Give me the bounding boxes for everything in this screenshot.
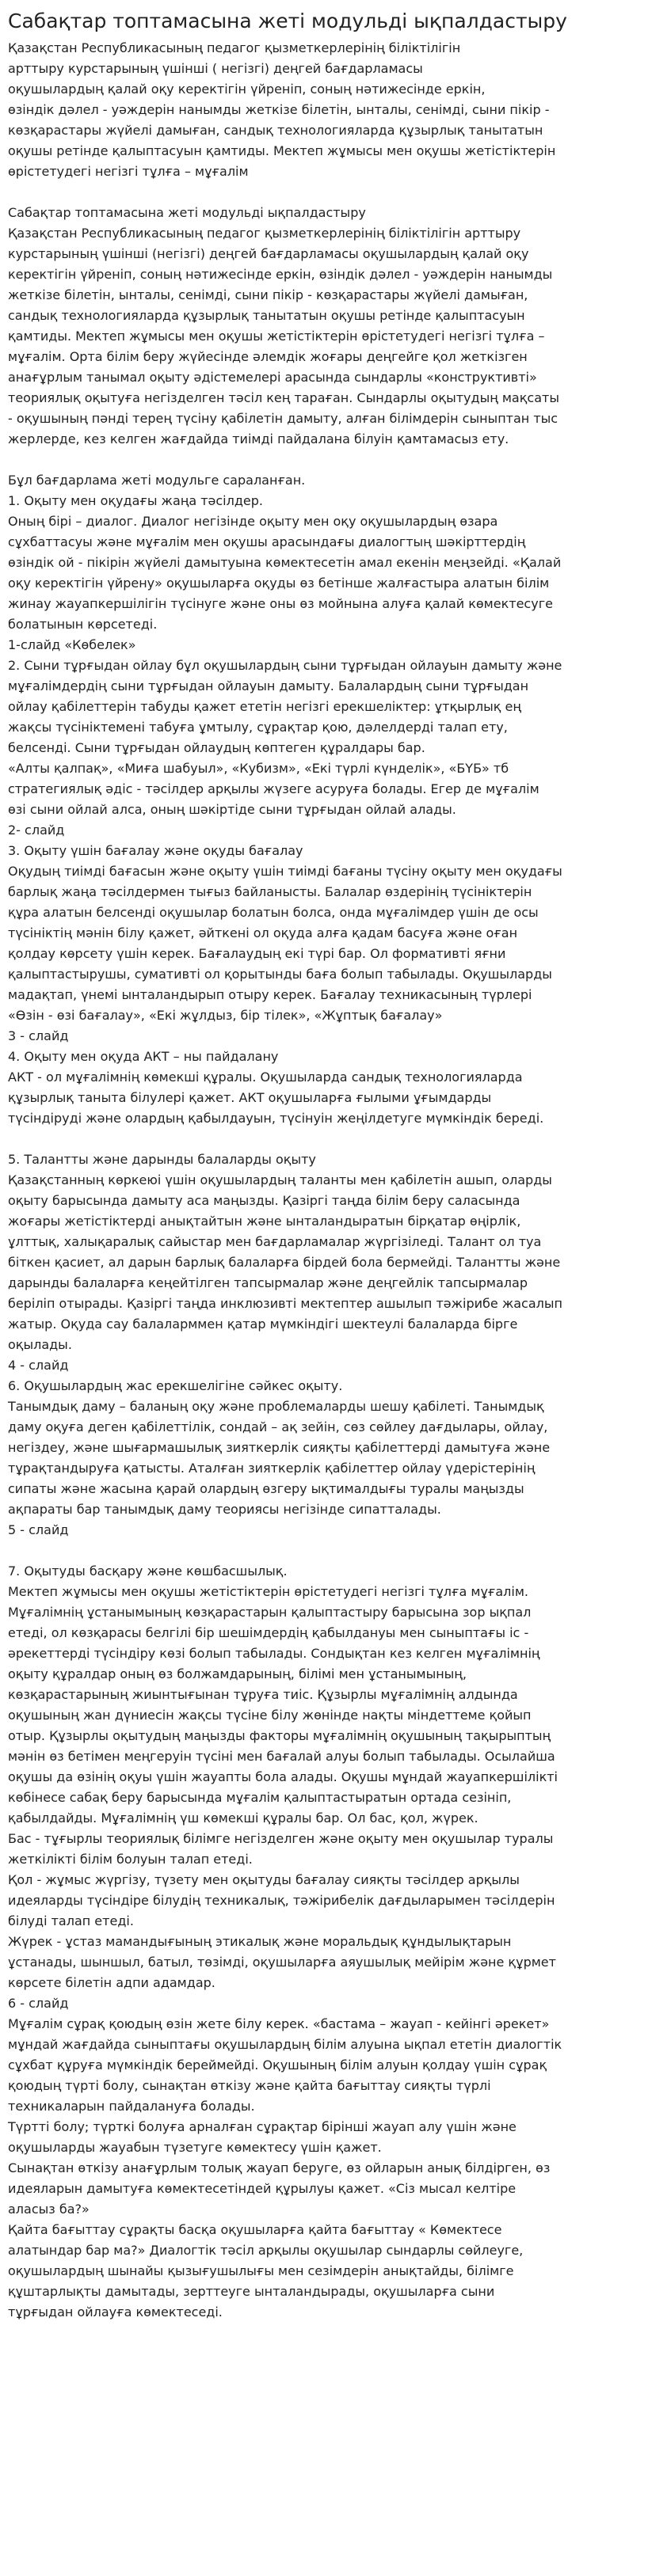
text-line: анағұрлым танымал оқыту әдістемелері арасында сындарлы «конструктивті» [8, 370, 537, 385]
text-line: «Өзін - өзі бағалау», «Екі жұлдыз, бір тілек», «Жұптық бағалау» [8, 1008, 443, 1023]
text-line: техникаларын пайдалануға болады. [8, 2099, 255, 2114]
text-line: белсенді. Сыни тұрғыдан ойлаудың көптеген құралдары бар. [8, 740, 425, 755]
text-line: ұлттық, халықаралық сайыстар мен бағдарламалар жүргізіледі. Талант ол туа [8, 1234, 542, 1249]
text-line: жерлерде, кез келген жағдайда тиімді пайдалана білуін қамтамасыз ету. [8, 431, 509, 446]
text-line: оқылады. [8, 1337, 72, 1352]
text-line: - оқушының пәнді терең түсіну қабілетін дамыту, алған білімдерін сыныптан тыс [8, 411, 559, 426]
text-line: қалыптастырушы, сумативті ол қорытынды баға болып табылады. Оқушыларды [8, 967, 552, 982]
text-line: оқушыларды жауабын түзетуге көмектесу үшін қажет. [8, 2140, 382, 2155]
text-line: 6. Оқушылардың жас ерекшелігіне сәйкес оқыту. [8, 1378, 343, 1393]
text-line: 2. Сыни тұрғыдан ойлау бұл оқушылардың сыни тұрғыдан ойлауын дамыту және [8, 658, 562, 673]
text-line: даму оқуға деген қабілеттілік, сондай – ақ зейін, сөз сөйлеу дағдылары, ойлау, [8, 1419, 548, 1434]
text-line: өзіндік ой - пікірін жүйелі дамытуына көмектесетін амал екенін меңзейді. «Қалай [8, 555, 562, 570]
text-line: дарынды балаларға кеңейтілген тапсырмалар және деңгейлік тапсырмалар [8, 1275, 528, 1290]
text-line: АКТ - ол мұғалімнің көмекші құралы. Оқушыларда сандық технологияларда [8, 1070, 523, 1085]
text-line: сипаты және жасына қарай олардың өзгеру ықтималдығы туралы маңызды [8, 1481, 524, 1496]
text-line: қолдау көрсету үшін керек. Бағалаудың екі түрі бар. Ол формативті яғни [8, 946, 506, 961]
text-line: 4. Оқыту мен оқуда АКТ – ны пайдалану [8, 1049, 279, 1064]
text-line: 1-слайд «Көбелек» [8, 637, 136, 652]
text-line: оқушы ретінде қалыптасуын қамтиды. Мектеп жұмысы мен оқушы жетістіктерін [8, 143, 556, 158]
text-line: 5. Талантты және дарынды балаларды оқыту [8, 1152, 316, 1167]
text-line: түсініктің мәнін білу қажет, әйткені ол оқуда алға қадам басуға және оған [8, 925, 518, 940]
text-line: сандық технологияларда құзырлық танытатын оқушы ретінде қалыптасуын [8, 308, 525, 323]
text-line: жеткілікті білім болуын талап етеді. [8, 1852, 253, 1867]
text-line: көзқарастарының жиынтығынан тұруға тиіс. Құзырлы мұғалімнің алдында [8, 1687, 518, 1702]
text-line: жақсы түсініктемені табуға ұмтылу, сұрақтар қою, дәлелдерді талап ету, [8, 720, 508, 735]
text-line: Қазақстан Республикасының педагог қызметкерлерінің біліктілігін арттыру [8, 226, 521, 241]
text-line: өзі сыни ойлай алса, оның шәкіртіде сыни тұрғыдан ойлай алады. [8, 802, 456, 817]
text-line: керектігін үйреніп, соның нәтижесінде еркін, өзіндік дәлел - уәждерін нанымды [8, 267, 553, 282]
text-line: 1. Оқыту мен оқудағы жаңа тәсілдер. [8, 493, 263, 508]
text-line: Оның бірі – диалог. Диалог негізінде оқыту мен оқу оқушылардың өзара [8, 514, 498, 529]
text-line: идеяларды түсіндіре білудің техникалық, тәжірибелік дағдыларымен тәсілдерін [8, 1893, 555, 1908]
text-line: 3 - слайд [8, 1028, 69, 1043]
text-line: тұрақтандыруға қатысты. Аталған зияткерлік қабілеттер ойлау үдерістерінің [8, 1461, 536, 1476]
text-line: отыр. Құзырлы оқытудың маңызды факторы мұғалімнің оқушының тақырыптың [8, 1728, 551, 1743]
text-line: оқу керектігін үйрену» оқушыларға оқуды өз бетінше жалғастыра алатын білім [8, 576, 550, 591]
text-line: 5 - слайд [8, 1522, 69, 1537]
text-line [8, 182, 663, 203]
text-line: біткен қасиет, ал дарын барлық балаларға бірдей бола бермейді. Талантты және [8, 1255, 561, 1270]
text-line: Бұл бағдарлама жеті модульге сараланған. [8, 473, 306, 488]
text-line: Мұғалімнің ұстанымының көзқарастарын қалыптастыру барысына зор ықпал [8, 1605, 532, 1620]
text-line: құштарлықты дамытады, зерттеуге ынталандырады, оқушыларға сыни [8, 2284, 495, 2299]
text-line: оқушы да өзінің оқуы үшін жауапты бола алады. Оқушы мұндай жауапкершілікті [8, 1769, 558, 1784]
text-line: ұстанады, шыншыл, батыл, төзімді, оқушыларға аяушылық мейірім және құрмет [8, 1955, 556, 1970]
text-line: мадақтап, үнемі ынталандырып отыру керек. Бағалау техникасының түрлері [8, 987, 532, 1002]
text-line: Сабақтар топтамасына жеті модульді ықпалдастыру [8, 205, 366, 220]
text-line: оқушының жан дүниесін жақсы түсіне білу жөнінде нақты міндеттеме қойып [8, 1708, 532, 1723]
text-line: «Алты қалпақ», «Миға шабуыл», «Кубизм», «Екі түрлі күнделік», «БҮБ» тб [8, 761, 509, 776]
text-line: 2- слайд [8, 823, 65, 838]
text-line: курстарының үшінші (негізгі) деңгей бағдарламасы оқушылардың қалай оқу [8, 246, 529, 261]
text-line: Танымдық даму – баланың оқу және проблемаларды шешу қабілеті. Танымдық [8, 1399, 544, 1414]
text-line: оқыту құралдар оның өз болжамдарының, білімі мен ұстанымының, [8, 1666, 467, 1681]
text-line: көрсете білетін адпи адамдар. [8, 1975, 215, 1990]
text-line: құзырлық танытa білулері қажет. АКТ оқушыларға ғылыми ұғымдарды [8, 1090, 492, 1105]
text-line: 7. Оқытуды басқару және көшбасшылық. [8, 1563, 288, 1579]
text-line: беріліп отырады. Қазіргі таңда инклюзивті мектептер ашылып тәжірибе жасалып [8, 1296, 562, 1311]
text-line: Жүрек - ұстаз мамандығының этикалық және моральдық құндылықтарын [8, 1934, 512, 1949]
text-line: теориялық оқытуға негізделген тәсіл кең тараған. Сындарлы оқытудың мақсаты [8, 390, 559, 405]
text-line: ойлау қабілеттерін табуды қажет ететін негізгі ерекшеліктер: ұтқырлық ең [8, 699, 521, 714]
text-line: Қазақстанның көркеюі үшін оқушылардың таланты мен қабілетін ашып, оларды [8, 1172, 552, 1187]
text-line: ақпараты бар танымдық даму теориясы негізінде сипатталады. [8, 1502, 441, 1517]
text-line: Бас - тұғырлы теориялық білімге негізделген және оқыту мен оқушылар туралы [8, 1831, 554, 1846]
text-line: негіздеу, және шығармашылық зияткерлік сияқты қабілеттерді дамытуға және [8, 1440, 551, 1455]
text-line: көзқарастары жүйелі дамыған, сандық технологияларда құзырлық танытатын [8, 123, 543, 138]
text-line [8, 1541, 663, 1561]
text-line: Қазақстан Республикасының педагог қызметкерлерінің біліктілігін [8, 40, 461, 55]
text-line: барлық жаңа тәсілдермен тығыз байланысты. Балалар өздерінің түсініктерін [8, 884, 532, 899]
text-line: етеді, ол көзқарасы белгілі бір шешімдердің қабылдануы мен сыныптағы іс - [8, 1625, 529, 1640]
text-line: жинау жауапкершілігін түсінуге және оны өз мойнына алуға қалай көмектесуге [8, 596, 553, 611]
text-line: Қол - жұмыс жүргізу, түзету мен оқытуды бағалау сияқты тәсілдер арқылы [8, 1872, 520, 1887]
text-line: құра алатын белсенді оқушылар болатын болса, онда мұғалімдер үшін де осы [8, 905, 539, 920]
text-line: оқушылардың қалай оқу керектігін үйреніп, соның нәтижесінде еркін, [8, 82, 486, 97]
text-line: әрекеттерді түсіндіру көзі болып табылады. Сондықтан кез келген мұғалімнің [8, 1646, 540, 1661]
page-title: Сабақтар топтамасына жеті модульді ықпалдастыру [8, 9, 567, 32]
text-line: өзіндік дәлел - уәждерін нанымды жеткізе білетін, ынталы, сенімді, сыни пікір - [8, 102, 550, 117]
text-line: жеткізе білетін, ынталы, сенімді, сыни пікір - көзқарастары жүйелі дамыған, [8, 287, 528, 302]
text-line: қабылдайды. Мұғалімнің үш көмекші құралы бар. Ол бас, қол, жүрек. [8, 1810, 478, 1826]
text-line: 6 - слайд [8, 1996, 69, 2011]
text-line: Оқудың тиімді бағасын және оқыту үшін тиімді бағаны түсіну оқыту мен оқудағы [8, 864, 562, 879]
text-line: жоғары жетістіктерді анықтайтын және ынталандыратын бірқатар өңірлік, [8, 1214, 521, 1229]
text-line: арттыру курстарының үшінші ( негізгі) деңгей бағдарламасы [8, 61, 423, 76]
text-line [8, 450, 663, 470]
text-line: болатынын көрсетеді. [8, 617, 158, 632]
text-line: аласыз ба?» [8, 2202, 90, 2217]
text-line: сұхбат құруға мүмкіндік береймейді. Оқушының білім алуын қолдау үшін сұрақ [8, 2057, 547, 2073]
text-line: білуді талап етеді. [8, 1913, 134, 1928]
text-line: оқушылардың шынайы қызығушылығы мен сезімдерін анықтайды, білімге [8, 2263, 514, 2278]
text-line: стратегиялық әдіс - тәсілдер арқылы жүзеге асуруға болады. Егер де мұғалім [8, 781, 539, 796]
text-line: жатыр. Оқуда сау балаларммен қатар мүмкіндігі шектеулі балаларда бірге [8, 1316, 518, 1332]
text-line: алатындар бар ма?» Диалогтік тәсіл арқылы оқушылар сындарлы сөйлеуге, [8, 2243, 524, 2258]
text-line: мұндай жағдайда сыныптағы оқушылардың білім алуына ықпал ететін диалогтік [8, 2037, 562, 2052]
text-line: мұғалім. Орта білім беру жүйесінде әлемдік жоғары деңгейге қол жеткізген [8, 349, 528, 364]
text-line: көбінесе сабақ беру барысында мұғалім қалыптастыратын ортада сезініп, [8, 1790, 512, 1805]
text-line: тұрғыдан ойлауға көмектеседі. [8, 2304, 223, 2320]
text-line: Мектеп жұмысы мен оқушы жетістіктерін өрістетудегі негізгі тұлға мұғалім. [8, 1584, 528, 1599]
text-line: қамтиды. Мектеп жұмысы мен оқушы жетістіктерін өрістетудегі негізгі тұлға – [8, 329, 545, 344]
text-line: сұхбаттасуы және мұғалім мен оқушы арасындағы диалогтың шәкірттердің [8, 534, 526, 549]
text-line: идеяларын дамытуға көмектесетіндей құрылуы қажет. «Сіз мысал келтіре [8, 2181, 517, 2196]
text-line: мұғалімдердің сыни тұрғыдан ойлауын дамыту. Балалардың сыни тұрғыдан [8, 678, 529, 693]
text-line: өрістетудегі негізгі тұлға – мұғалім [8, 164, 249, 179]
text-line: 3. Оқыту үшін бағалау және оқуды бағалау [8, 843, 303, 858]
text-line: түсіндіруді және олардың қабылдауын, түсінуін жеңілдетуге мүмкіндік береді. [8, 1111, 544, 1126]
text-line: Түртті болу; түрткі болуға арналған сұрақтар біріншi жауап алу үшін және [8, 2119, 517, 2134]
text-line: оқыту барысында дамыту аса маңызды. Қазіргі таңда білім беру саласында [8, 1193, 520, 1208]
text-line: Мұғалім сұрақ қоюдың өзін жете білу керек. «бастама – жауап - кейінгі әрекет» [8, 2016, 550, 2031]
text-line: Қайта бағыттау сұрақты басқа оқушыларға қайта бағыттау « Көмектесе [8, 2222, 502, 2237]
text-line: қоюдың түрті болу, сынақтан өткізу және қайта бағыттау сияқты түрлі [8, 2078, 491, 2093]
text-line: мәнін өз бетімен меңгеруін түсіні мен бағалай алуы болып табылады. Осылайша [8, 1749, 555, 1764]
text-line [8, 1129, 663, 1149]
text-line: 4 - слайд [8, 1358, 69, 1373]
text-line: Сынақтан өткізу анағұрлым толық жауап беруге, өз ойларын анық білдірген, өз [8, 2160, 551, 2175]
article-body [8, 38, 663, 2323]
